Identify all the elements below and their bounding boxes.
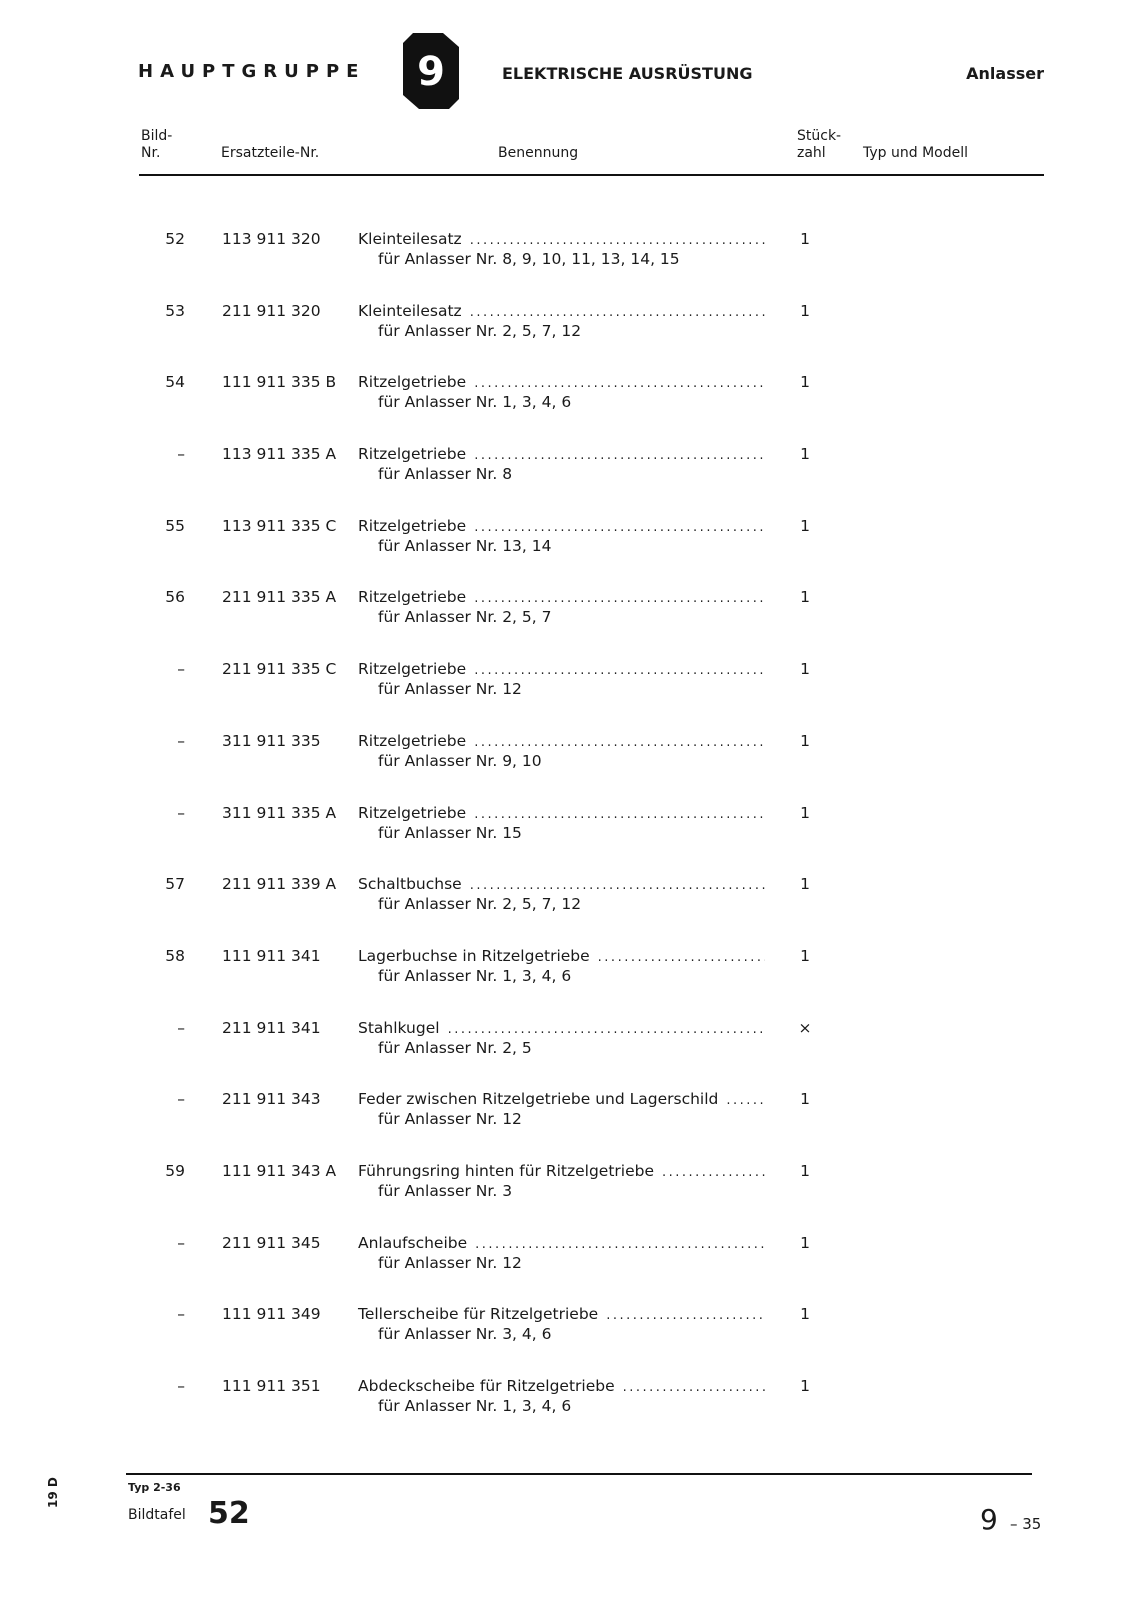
benennung: [358, 1234, 765, 1272]
leader-dots: [475, 1237, 765, 1252]
part-name: Ritzelgetriebe: [358, 803, 467, 822]
stueckzahl: ×: [798, 1018, 812, 1037]
bild-nr: 58: [165, 946, 185, 965]
leader-dots: [474, 735, 765, 750]
part-name: Feder zwischen Ritzelgetriebe und Lagerschild: [358, 1090, 719, 1109]
bild-nr: –: [177, 731, 185, 750]
stueckzahl: 1: [800, 301, 810, 320]
part-note: für Anlasser Nr. 8, 9, 10, 11, 13, 14, 15: [378, 250, 680, 268]
leader-dots: [470, 305, 765, 320]
group-badge-shape: [403, 33, 459, 109]
column-header-ersatzteile: Ersatzteile-Nr.: [221, 145, 320, 161]
part-name: Ritzelgetriebe: [358, 588, 467, 607]
side-code: 19 D: [46, 1477, 60, 1508]
leader-dots: [474, 520, 765, 535]
benennung: [358, 1377, 765, 1415]
bild-nr: 53: [165, 301, 185, 320]
part-name: Ritzelgetriebe: [358, 445, 467, 464]
leader-dots: [623, 1380, 765, 1395]
ersatzteil-nr: 113 911 320: [222, 230, 321, 248]
part-name: Abdeckscheibe für Ritzelgetriebe: [358, 1377, 615, 1395]
part-name: Schaltbuchse: [358, 875, 462, 894]
ersatzteil-nr: 211 911 335 C: [222, 660, 337, 679]
table-row: [0, 1377, 1133, 1449]
table-row: [0, 230, 1133, 302]
bild-nr: 55: [165, 516, 185, 535]
table-row: [0, 732, 1133, 804]
stueckzahl: 1: [800, 373, 810, 392]
leader-dots: [474, 663, 765, 678]
benennung: [358, 1090, 765, 1128]
part-note: für Anlasser Nr. 2, 5, 7, 12: [378, 321, 582, 340]
table-row: [0, 660, 1133, 732]
table-row: [0, 517, 1133, 589]
stueckzahl: 1: [800, 1233, 810, 1252]
bild-nr: 57: [165, 875, 185, 894]
part-name: Ritzelgetriebe: [358, 373, 467, 392]
ersatzteil-nr: 111 911 349: [222, 1305, 321, 1324]
part-note: für Anlasser Nr. 9, 10: [378, 751, 542, 770]
part-name: Ritzelgetriebe: [358, 731, 467, 750]
ersatzteil-nr: 111 911 343 A: [222, 1161, 337, 1180]
typ-label: Typ 2-36: [128, 1481, 181, 1494]
part-name: Kleinteilesatz: [358, 301, 462, 320]
ersatzteil-nr: 311 911 335 A: [222, 803, 337, 822]
leader-dots: [470, 233, 765, 248]
table-row: [0, 302, 1133, 374]
table-row: [0, 588, 1133, 660]
page-number-sub: – 35: [1010, 1515, 1042, 1533]
benennung: [358, 875, 765, 913]
benennung: [358, 517, 765, 555]
part-note: für Anlasser Nr. 3, 4, 6: [378, 1325, 552, 1344]
part-note: für Anlasser Nr. 1, 3, 4, 6: [378, 966, 572, 985]
stueckzahl: 1: [800, 1161, 810, 1180]
stueckzahl: 1: [800, 1377, 810, 1395]
column-header-bild-line1: Bild-: [141, 128, 173, 144]
part-name: Kleinteilesatz: [358, 230, 462, 248]
bild-nr: –: [177, 1305, 185, 1324]
ersatzteil-nr: 311 911 335: [222, 731, 321, 750]
benennung: [358, 732, 765, 770]
table-row: [0, 1305, 1133, 1377]
stueckzahl: 1: [800, 731, 810, 750]
header-divider: [139, 174, 1044, 176]
part-name: Stahlkugel: [358, 1018, 440, 1037]
column-header-stueck-line1: Stück-: [797, 128, 842, 144]
stueckzahl: 1: [800, 660, 810, 679]
part-note: für Anlasser Nr. 3: [378, 1181, 513, 1200]
column-header-bild: [141, 128, 172, 162]
leader-dots: [474, 807, 765, 822]
ersatzteil-nr: 111 911 351: [222, 1377, 321, 1395]
table-row: [0, 1090, 1133, 1162]
leader-dots: [448, 1022, 765, 1037]
parts-list: [0, 230, 1133, 1449]
part-name: Ritzelgetriebe: [358, 660, 467, 679]
stueckzahl: 1: [800, 803, 810, 822]
part-note: für Anlasser Nr. 12: [378, 1253, 522, 1272]
part-note: für Anlasser Nr. 2, 5: [378, 1038, 532, 1057]
ersatzteil-nr: 211 911 343: [222, 1090, 321, 1109]
ersatzteil-nr: 211 911 341: [222, 1018, 321, 1037]
bild-nr: –: [177, 1018, 185, 1037]
section-subtitle: Anlasser: [966, 64, 1044, 83]
bild-nr: 52: [165, 230, 185, 248]
ersatzteil-nr: 113 911 335 A: [222, 445, 337, 464]
part-note: für Anlasser Nr. 12: [378, 1110, 522, 1129]
table-row: [0, 947, 1133, 1019]
leader-dots: [474, 376, 765, 391]
part-note: für Anlasser Nr. 1, 3, 4, 6: [378, 393, 572, 412]
ersatzteil-nr: 211 911 345: [222, 1233, 321, 1252]
stueckzahl: 1: [800, 230, 810, 248]
bild-nr: 56: [165, 588, 185, 607]
benennung: [358, 947, 765, 985]
bild-nr: –: [177, 660, 185, 679]
section-title: ELEKTRISCHE AUSRÜSTUNG: [502, 64, 753, 83]
column-header-typ: Typ und Modell: [863, 145, 968, 161]
ersatzteil-nr: 211 911 335 A: [222, 588, 337, 607]
stueckzahl: 1: [800, 1305, 810, 1324]
column-header-benennung: Benennung: [498, 145, 579, 161]
column-header-stueck-line2: zahl: [797, 145, 826, 161]
stueckzahl: 1: [800, 1090, 810, 1109]
stueckzahl: 1: [800, 875, 810, 894]
page-number-main: 9: [980, 1503, 998, 1536]
table-row: [0, 373, 1133, 445]
part-note: für Anlasser Nr. 2, 5, 7, 12: [378, 895, 582, 914]
bild-nr: –: [177, 445, 185, 464]
column-header-bild-line2: Nr.: [141, 145, 161, 161]
leader-dots: [474, 591, 765, 606]
group-number-badge: [403, 33, 459, 109]
leader-dots: [606, 1308, 765, 1323]
benennung: [358, 588, 765, 626]
ersatzteil-nr: 211 911 320: [222, 301, 321, 320]
benennung: [358, 445, 765, 483]
benennung: [358, 1305, 765, 1343]
footer-divider: [126, 1473, 1032, 1475]
table-row: [0, 1162, 1133, 1234]
stueckzahl: 1: [800, 588, 810, 607]
benennung: [358, 302, 765, 340]
benennung: [358, 804, 765, 842]
bildtafel-label: Bildtafel: [128, 1507, 186, 1523]
bild-nr: –: [177, 1090, 185, 1109]
stueckzahl: 1: [800, 445, 810, 464]
leader-dots: [470, 878, 765, 893]
benennung: [358, 1019, 765, 1057]
stueckzahl: 1: [800, 946, 810, 965]
ersatzteil-nr: 111 911 335 B: [222, 373, 337, 392]
part-note: für Anlasser Nr. 1, 3, 4, 6: [378, 1397, 572, 1415]
stueckzahl: 1: [800, 516, 810, 535]
part-name: Anlaufscheibe: [358, 1233, 468, 1252]
part-note: für Anlasser Nr. 12: [378, 680, 522, 699]
table-row: [0, 1019, 1133, 1091]
column-header-stueckzahl: [797, 128, 841, 162]
part-name: Führungsring hinten für Ritzelgetriebe: [358, 1161, 654, 1180]
hauptgruppe-label: HAUPTGRUPPE: [138, 61, 366, 82]
part-note: für Anlasser Nr. 2, 5, 7: [378, 608, 552, 627]
table-row: [0, 804, 1133, 876]
bild-nr: –: [177, 1233, 185, 1252]
table-row: [0, 875, 1133, 947]
table-row: [0, 445, 1133, 517]
ersatzteil-nr: 113 911 335 C: [222, 516, 337, 535]
benennung: [358, 660, 765, 698]
part-note: für Anlasser Nr. 8: [378, 465, 513, 484]
bild-nr: 59: [165, 1161, 185, 1180]
part-name: Tellerscheibe für Ritzelgetriebe: [358, 1305, 599, 1324]
group-number: 9: [417, 49, 445, 95]
leader-dots: [598, 950, 765, 965]
leader-dots: [474, 448, 765, 463]
bildtafel-number: 52: [208, 1496, 250, 1531]
bild-nr: 54: [165, 373, 185, 392]
table-row: [0, 1234, 1133, 1306]
part-note: für Anlasser Nr. 13, 14: [378, 536, 552, 555]
benennung: [358, 373, 765, 411]
benennung: [358, 230, 765, 268]
leader-dots: [662, 1165, 765, 1180]
benennung: [358, 1162, 765, 1200]
ersatzteil-nr: 211 911 339 A: [222, 875, 337, 894]
bild-nr: –: [177, 1377, 185, 1395]
ersatzteil-nr: 111 911 341: [222, 946, 321, 965]
part-name: Ritzelgetriebe: [358, 516, 467, 535]
part-note: für Anlasser Nr. 15: [378, 823, 522, 842]
bild-nr: –: [177, 803, 185, 822]
part-name: Lagerbuchse in Ritzelgetriebe: [358, 946, 590, 965]
leader-dots: [726, 1093, 765, 1108]
